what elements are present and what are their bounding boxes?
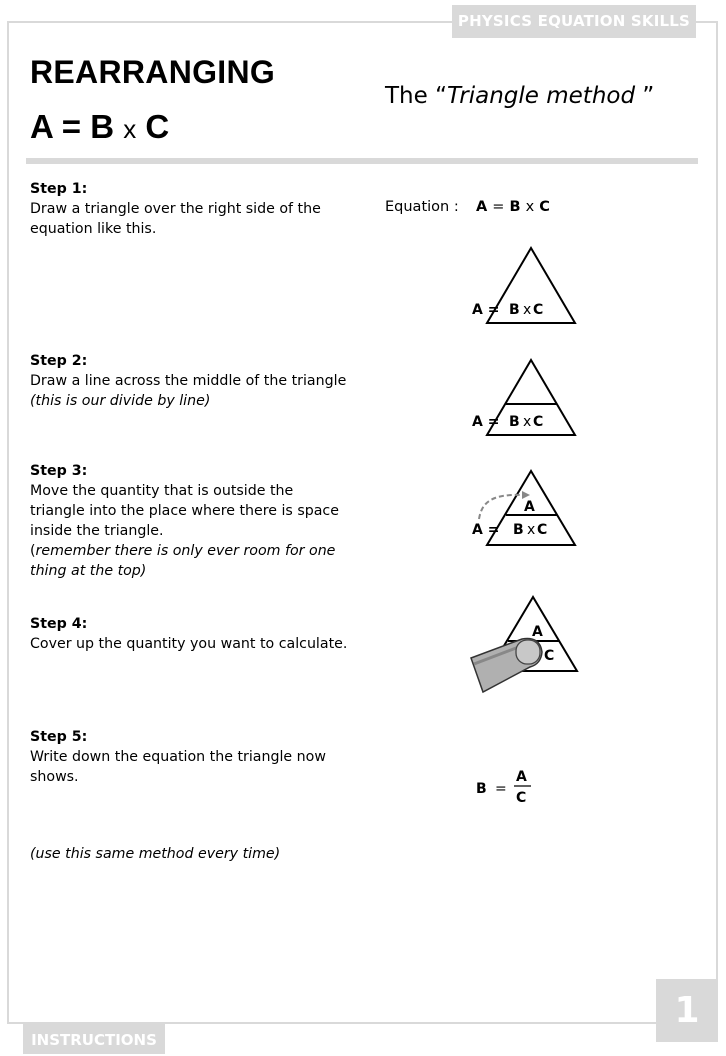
eq-equals: = (61, 108, 82, 145)
note-paren: ( (30, 543, 36, 559)
times-sign: x (527, 522, 536, 538)
triangle-diagram-4 (471, 597, 577, 692)
step-text: Draw a triangle over the right side of the equation like this. (30, 201, 321, 237)
arrow-head-icon (522, 491, 530, 499)
page-title: REARRANGING (30, 54, 276, 90)
subtitle-prefix: The (385, 83, 436, 109)
step-heading: Step 5: (30, 729, 88, 745)
step-heading: Step 4: (30, 616, 88, 632)
quantity-c: C (533, 414, 544, 430)
eq-b: B (90, 108, 115, 145)
outside-quantity: A = (472, 302, 500, 318)
open-quote: “ (435, 83, 448, 109)
quantity-a-top: A (532, 624, 543, 640)
result-lhs: B (476, 781, 487, 797)
eq-a: A (476, 199, 488, 215)
eq-equals: = (492, 199, 505, 215)
eq-a: A (30, 108, 53, 145)
equation-label: Equation : (385, 199, 459, 215)
quantity-c: C (533, 302, 544, 318)
triangle-diagram-1 (472, 248, 575, 323)
step-text: Cover up the quantity you want to calculate. (30, 636, 348, 652)
eq-c: C (145, 108, 170, 145)
eq-times: x (525, 199, 535, 215)
quantity-b: B (509, 302, 520, 318)
eq-b: B (509, 199, 521, 215)
result-numerator: A (516, 769, 527, 785)
times-sign: x (523, 302, 532, 318)
page-number: 1 (656, 979, 718, 1042)
step-heading: Step 2: (30, 353, 88, 369)
subtitle-method: Triangle method (447, 83, 643, 109)
step-note: (this is our divide by line) (30, 393, 211, 409)
quantity-c: C (544, 648, 555, 664)
quantity-c: C (537, 522, 548, 538)
finger-icon (471, 639, 542, 692)
eq-times: x (123, 114, 137, 144)
section-tab: PHYSICS EQUATION SKILLS (452, 5, 696, 38)
quantity-a-top: A (524, 499, 535, 515)
outside-quantity: A = (472, 522, 500, 538)
step-text: Write down the equation the triangle now shows. (30, 749, 326, 785)
step-text: Draw a line across the middle of the triangle (30, 373, 347, 389)
times-sign: x (523, 414, 532, 430)
outside-quantity: A = (472, 414, 500, 430)
step-heading: Step 1: (30, 181, 88, 197)
triangle-diagram-3 (472, 471, 575, 545)
footer-section-tab: INSTRUCTIONS (23, 1024, 165, 1054)
result-equals: = (495, 781, 507, 797)
result-equation (476, 769, 531, 806)
step-heading: Step 3: (30, 463, 88, 479)
result-denominator: C (516, 790, 527, 806)
quantity-b: B (509, 414, 520, 430)
footer-note: (use this same method every time) (30, 846, 281, 862)
note-text: remember there is only ever room for one thing at the top) (30, 543, 336, 579)
eq-c: C (539, 199, 550, 215)
triangle-diagram-2 (472, 360, 575, 435)
step-text: Move the quantity that is outside the triangle into the place where there is space inside the triangle. (30, 483, 339, 539)
close-quote: ” (642, 83, 655, 109)
quantity-b: B (513, 522, 524, 538)
